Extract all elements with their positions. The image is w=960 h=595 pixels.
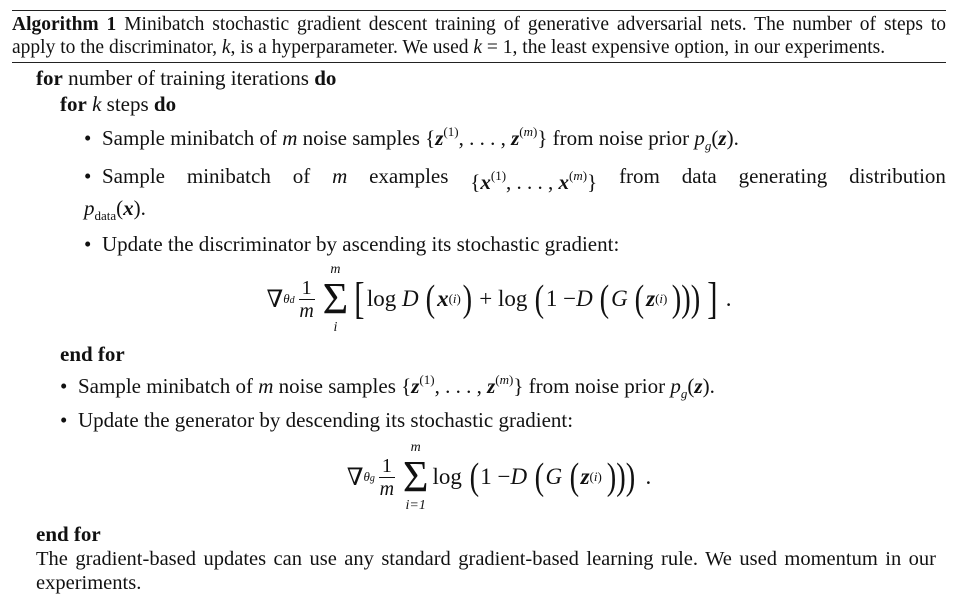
- algorithm-caption: [12, 13, 946, 59]
- sample-examples-start: • Sample: [84, 164, 165, 188]
- update-generator-line: [12, 407, 946, 433]
- for-inner-line: [12, 91, 946, 117]
- update-discriminator-text: Update the discriminator by ascending its stochastic gradient:: [102, 232, 620, 256]
- bullet-icon: •: [84, 164, 92, 188]
- sample-noise-line-2: • Sample minibatch of m noise samples {$z^{(1)}$, . . . , $z^{(m)}$} from noise prior $p_g(z)$.: [60, 372, 715, 401]
- for-keyword-inner: for: [60, 92, 87, 116]
- algorithm-label: Algorithm 1: [12, 14, 117, 35]
- w7: data: [681, 164, 717, 188]
- w8: generating: [738, 164, 828, 188]
- end-for-inner: end for: [60, 342, 125, 366]
- sample-examples-cont: $p_{data}(x)$.: [84, 196, 146, 223]
- caption-rule: [12, 62, 946, 63]
- for-keyword: for: [36, 66, 63, 90]
- sample-examples-line: [12, 163, 946, 195]
- end-for-outer: end for: [36, 522, 101, 546]
- w3: m: [332, 164, 348, 188]
- w9: distribution: [849, 164, 946, 188]
- bullet-icon: •: [84, 126, 92, 150]
- bullet-icon: •: [60, 374, 68, 398]
- w6: from: [619, 164, 660, 188]
- w5: {$x^{(1)}$, . . . , $x^{(m)}$}: [470, 168, 598, 194]
- algorithm-block: [12, 10, 946, 595]
- do-keyword: do: [314, 66, 337, 90]
- update-generator-text: Update the generator by descending its stochastic gradient:: [78, 408, 574, 432]
- generator-equation: ∇ θg $\frac{1}{m}$ m Σ i=1 log ( 1 − D ( G ( z (i) ))) .: [346, 440, 652, 513]
- do-keyword-inner: do: [153, 92, 177, 116]
- for-outer-text: number of training iterations: [68, 66, 309, 90]
- discriminator-equation: ∇ θd $\frac{1}{m}$ m Σ i [ log D ( x (i) ) + log ( 1 − D ( G ( z (i) ))) ] .: [266, 262, 732, 335]
- caption-text: Minibatch stochastic gradient descent training of generative adversarial nets. The number of steps to apply to the discriminator, k, is a hyperparameter. We used k = 1, the least expensive option, in our experiments.: [12, 14, 947, 58]
- w2: of: [292, 164, 311, 188]
- bullet-icon: •: [84, 232, 92, 256]
- for-outer-line: [12, 65, 946, 91]
- for-inner-text: k steps: [92, 92, 149, 116]
- update-discriminator-line: [12, 231, 946, 257]
- sample-noise-line-1: • Sample minibatch of m noise samples {$z^{(1)}$, . . . , $z^{(m)}$} from noise prior $p_g(z)$.: [84, 124, 739, 153]
- w1: minibatch: [186, 164, 271, 188]
- final-note: The gradient-based updates can use any standard gradient-based learning rule. We used momentum in our experiments.: [36, 548, 936, 594]
- top-rule: [12, 10, 946, 11]
- w4: examples: [369, 164, 449, 188]
- bullet-icon: •: [60, 408, 68, 432]
